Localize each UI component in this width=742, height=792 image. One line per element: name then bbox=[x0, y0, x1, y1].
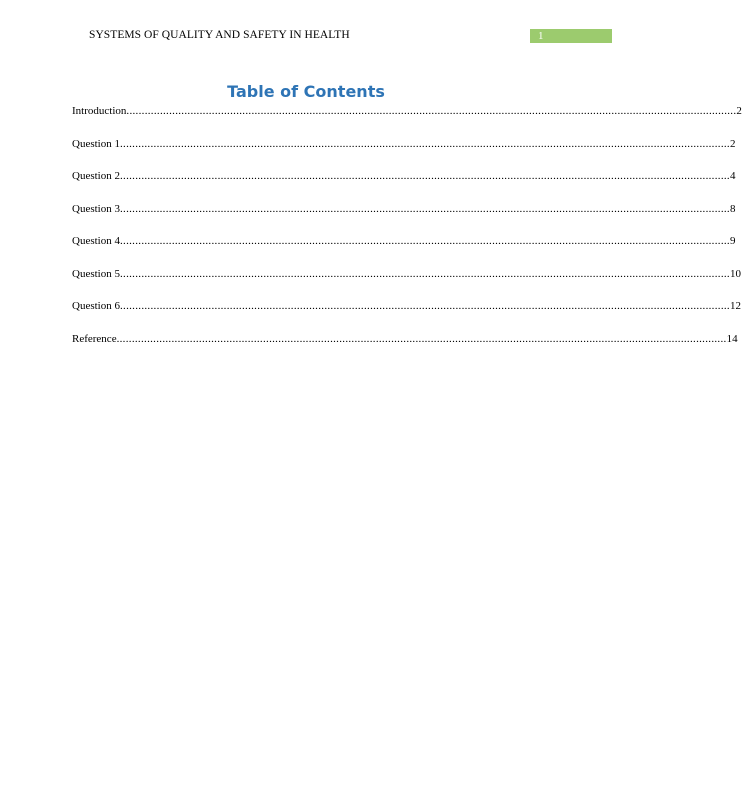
toc-leader-dots: ........................................................................................................................................................................................................ bbox=[119, 300, 730, 312]
toc-entry-label: Reference bbox=[72, 332, 117, 345]
toc-entry-label: Question 3 bbox=[72, 202, 120, 215]
running-header: SYSTEMS OF QUALITY AND SAFETY IN HEALTH bbox=[89, 29, 350, 41]
toc-entry-label: Question 6 bbox=[72, 300, 120, 312]
toc-entry[interactable] bbox=[72, 202, 736, 216]
toc-entry[interactable] bbox=[72, 332, 738, 346]
toc-leader-dots: ........................................................................................................................................................................................................ bbox=[116, 332, 727, 345]
toc-entry-page: 8 bbox=[729, 202, 736, 215]
toc-entry-label: Question 4 bbox=[72, 235, 120, 247]
toc-entry[interactable] bbox=[72, 137, 736, 151]
toc-leader-dots: ........................................................................................................................................................................................................ bbox=[119, 235, 730, 247]
toc-leader-dots: ........................................................................................................................................................................................................ bbox=[119, 202, 730, 215]
toc-entry-label: Question 5 bbox=[72, 267, 120, 280]
toc-entry-page: 2 bbox=[736, 105, 742, 117]
toc-entry-label: Question 1 bbox=[72, 137, 120, 150]
toc-entry-page: 14 bbox=[726, 332, 738, 345]
toc-entry[interactable] bbox=[72, 169, 736, 183]
toc-entry[interactable] bbox=[72, 234, 736, 248]
toc-title: Table of Contents bbox=[227, 82, 385, 101]
page-number-badge: 1 bbox=[530, 29, 612, 43]
toc-entry[interactable] bbox=[72, 104, 742, 118]
toc-entry[interactable] bbox=[72, 299, 741, 313]
toc-entry-page: 4 bbox=[729, 170, 736, 182]
toc-leader-dots: ........................................................................................................................................................................................................ bbox=[119, 267, 730, 280]
toc-leader-dots: ........................................................................................................................................................................................................ bbox=[119, 170, 730, 182]
toc-entry-page: 10 bbox=[729, 267, 741, 280]
toc-leader-dots: ........................................................................................................................................................................................................ bbox=[119, 137, 730, 150]
toc-entry-label: Introduction bbox=[72, 105, 127, 117]
toc-entry[interactable] bbox=[72, 267, 741, 281]
toc-entry-page: 9 bbox=[729, 235, 736, 247]
toc-entry-label: Question 2 bbox=[72, 170, 120, 182]
toc-leader-dots: ........................................................................................................................................................................................................ bbox=[126, 105, 737, 117]
toc-entry-page: 12 bbox=[729, 300, 741, 312]
toc-entry-page: 2 bbox=[729, 137, 736, 150]
